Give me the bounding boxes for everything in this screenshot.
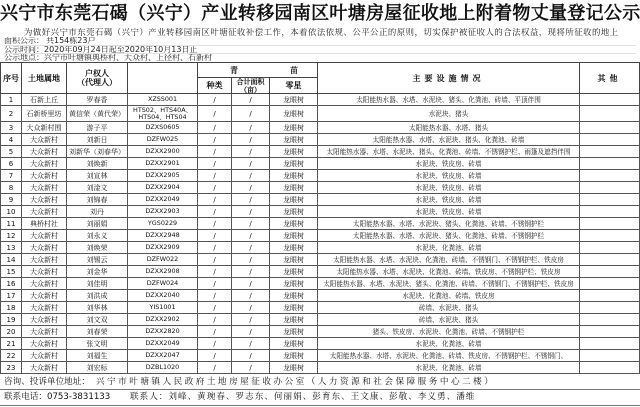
- cell-owner: 刘淦文: [67, 182, 128, 194]
- cell-facilities: 水泥块、铁皮房、砖墙: [318, 158, 580, 170]
- cell-land: 大众新村: [22, 278, 67, 290]
- cell-other: [580, 266, 640, 278]
- cell-land: 大众新村: [22, 302, 67, 314]
- table-row: [0, 146, 640, 158]
- cell-tree: 龙眼树: [270, 326, 318, 338]
- cell-crop-type: /: [198, 254, 232, 266]
- cell-other: [580, 182, 640, 194]
- cell-facilities: 水泥块、化粪池、砖墙: [318, 338, 580, 350]
- cell-tree: 龙眼树: [270, 254, 318, 266]
- cell-crop-type: /: [198, 338, 232, 350]
- cell-id: [128, 254, 198, 266]
- notice-area: [4, 37, 636, 46]
- cell-serial: 4: [0, 134, 22, 146]
- cell-id: [128, 218, 198, 230]
- table-row: [0, 170, 640, 182]
- footer-contacts-label: 联系人：: [130, 392, 169, 402]
- cell-other: [580, 122, 640, 134]
- cell-crop-type: /: [198, 242, 232, 254]
- cell-owner: 刘宏标: [67, 362, 128, 374]
- table-row: [0, 266, 640, 278]
- cell-crop-area: /: [232, 242, 270, 254]
- table-row: [0, 290, 640, 302]
- cell-owner: 刘洪成: [67, 290, 128, 302]
- id-line: DZXS0605: [145, 123, 180, 131]
- id-line: YGS0229: [147, 219, 178, 227]
- cell-id: [128, 290, 198, 302]
- cell-id: [128, 362, 198, 374]
- footer-contacts: [130, 390, 475, 405]
- cell-owner: 刘福生: [67, 350, 128, 362]
- cell-facilities: 砖墙、水泥块、猪头: [318, 302, 580, 314]
- id-line: DZBL1020: [145, 363, 180, 371]
- header-agent-label: （代理人）: [77, 78, 117, 87]
- id-line: DZXX2900: [145, 147, 180, 155]
- cell-crop-type: /: [198, 278, 232, 290]
- cell-serial: 9: [0, 194, 22, 206]
- cell-crop-type: /: [198, 314, 232, 326]
- id-line: DZXX2908: [145, 267, 180, 275]
- cell-crop-type: /: [198, 230, 232, 242]
- cell-serial: 15: [0, 266, 22, 278]
- header-owner: [67, 62, 128, 94]
- cell-id: [128, 206, 198, 218]
- cell-crop-area: /: [232, 278, 270, 290]
- header-crop-area: [232, 78, 270, 94]
- cell-serial: 7: [0, 170, 22, 182]
- cell-tree: 龙眼树: [270, 266, 318, 278]
- footer-phone-value: 0753-3831133: [46, 392, 111, 402]
- cell-serial: 10: [0, 206, 22, 218]
- cell-owner: 刘新华（刘春华）: [67, 146, 128, 158]
- cell-owner: 张文明: [67, 338, 128, 350]
- cell-crop-type: /: [198, 350, 232, 362]
- cell-id: [128, 278, 198, 290]
- table-row: [0, 182, 640, 194]
- cell-land: 大众新村: [22, 326, 67, 338]
- id-line: DZXX2904: [145, 183, 180, 191]
- table-row: [0, 122, 640, 134]
- page-title: 兴宁市东莞石碣（兴宁）产业转移园南区叶塘房屋征收地上附着物丈量登记公示: [0, 3, 640, 24]
- header-facilities-label: 主要设施情况: [412, 73, 485, 83]
- header-other-label: 其他: [597, 73, 622, 83]
- cell-serial: 14: [0, 254, 22, 266]
- table-row: [0, 278, 640, 290]
- cell-crop-area: /: [232, 170, 270, 182]
- id-line: DZXX2902: [145, 315, 180, 323]
- cell-owner: 刘丹: [67, 206, 128, 218]
- id-line: DZXX2901: [145, 159, 180, 167]
- cell-land: 石新桥里坊: [22, 106, 67, 122]
- cell-other: [580, 170, 640, 182]
- cell-tree: 龙眼树: [270, 170, 318, 182]
- cell-other: [580, 242, 640, 254]
- header-crop-area-label: 合计面积: [236, 78, 265, 86]
- cell-id: [128, 146, 198, 158]
- cell-owner: 刘金华: [67, 266, 128, 278]
- cell-facilities: 水泥块、化粪池、砖墙、铁皮房: [318, 290, 580, 302]
- footer-phone-label: 联系电话：: [4, 392, 47, 402]
- cell-crop-area: /: [232, 350, 270, 362]
- cell-owner: 刘文双: [67, 314, 128, 326]
- cell-tree: 龙眼树: [270, 242, 318, 254]
- cell-crop-type: /: [198, 146, 232, 158]
- cell-owner: 黄信荣（黄代荣）: [67, 106, 128, 122]
- cell-serial: 20: [0, 326, 22, 338]
- cell-crop-type: /: [198, 194, 232, 206]
- id-line: DZXX2040: [145, 291, 180, 299]
- id-line: HTS04、HTS04: [138, 112, 187, 121]
- cell-land: 石新上丘: [22, 94, 67, 106]
- cell-crop-type: /: [198, 134, 232, 146]
- cell-land: 大众新村: [22, 290, 67, 302]
- id-line: HTS02、HTS40A、: [133, 106, 192, 114]
- cell-crop-area: /: [232, 206, 270, 218]
- cell-tree: 龙眼树: [270, 194, 318, 206]
- cell-other: [580, 218, 640, 230]
- id-line: XZSS001: [147, 95, 178, 103]
- id-line: DZXX2049: [145, 339, 180, 347]
- cell-owner: 刘新日: [67, 134, 128, 146]
- cell-crop-area: /: [232, 146, 270, 158]
- notice-intro: 为做好兴宁市东莞石碣（兴宁）产业转移园南区叶塘征收补偿工作，本着依法依规、公平公正的原则，切实保护被征收人的合法权益，现将所征收的地上: [24, 28, 619, 37]
- cell-id: [128, 242, 198, 254]
- header-id: [128, 62, 198, 94]
- table-row: [0, 218, 640, 230]
- cell-tree: 龙眼树: [270, 206, 318, 218]
- cell-id: [128, 134, 198, 146]
- cell-land: 大众新村: [22, 266, 67, 278]
- cell-other: [580, 362, 640, 374]
- cell-id: [128, 302, 198, 314]
- cell-facilities: 水泥块、铁皮房、砖墙: [318, 170, 580, 182]
- cell-facilities: 太阳能热水器、水塔、水泥块、猪头、化粪池、砖墙、平顶伴围: [318, 94, 580, 106]
- cell-crop-area: /: [232, 230, 270, 242]
- id-line: DZXX2903: [145, 207, 180, 215]
- cell-id: [128, 94, 198, 106]
- cell-owner: 刘焕新: [67, 158, 128, 170]
- cell-crop-area: /: [232, 122, 270, 134]
- cell-land: 大众新村: [22, 182, 67, 194]
- cell-facilities: 太阳能热水器、水塔、猪头: [318, 122, 580, 134]
- cell-crop-type: /: [198, 326, 232, 338]
- table-row: [0, 230, 640, 242]
- cell-serial: 17: [0, 290, 22, 302]
- header-serial: [0, 62, 22, 94]
- cell-facilities: 水泥块、化粪池、砖墙: [318, 362, 580, 374]
- cell-other: [580, 206, 640, 218]
- cell-crop-area: /: [232, 326, 270, 338]
- cell-owner: 刘丽娟: [67, 218, 128, 230]
- cell-crop-area: /: [232, 254, 270, 266]
- table-row: [0, 242, 640, 254]
- table-body: [0, 94, 640, 374]
- cell-facilities: 太阳能热水器、水塔、水泥块、猪头、化粪池、砖墙、不锈钢护栏: [318, 218, 580, 230]
- cell-crop-area: /: [232, 362, 270, 374]
- header-group-left: 青: [230, 66, 238, 75]
- cell-crop-area: /: [232, 182, 270, 194]
- cell-land: 大众新村: [22, 362, 67, 374]
- cell-crop-type: /: [198, 206, 232, 218]
- id-line: DZFW024: [146, 279, 179, 287]
- cell-serial: 5: [0, 146, 22, 158]
- cell-crop-type: /: [198, 170, 232, 182]
- cell-id: [128, 350, 198, 362]
- cell-land: 大众新村围: [22, 122, 67, 134]
- table-row: [0, 206, 640, 218]
- cell-crop-area: /: [232, 94, 270, 106]
- cell-id: [128, 182, 198, 194]
- id-line: DZXX2820: [145, 327, 180, 335]
- cell-id: [128, 338, 198, 350]
- cell-serial: 21: [0, 338, 22, 350]
- id-line: DZXX2047: [145, 351, 180, 359]
- cell-other: [580, 146, 640, 158]
- cell-other: [580, 290, 640, 302]
- table-row: [0, 326, 640, 338]
- header-crop-area-unit: （亩）: [240, 85, 261, 94]
- cell-serial: 13: [0, 242, 22, 254]
- table-row: [0, 314, 640, 326]
- cell-id: [128, 266, 198, 278]
- cell-owner: 刘锦春: [67, 194, 128, 206]
- cell-id: [128, 122, 198, 134]
- cell-crop-area: /: [232, 266, 270, 278]
- footer-address-label: 咨询、投诉单位地址：: [4, 377, 90, 387]
- cell-facilities: 太阳能热水器、水塔、水泥块、猪头、化粪池、砖墙、不锈钢护栏: [318, 230, 580, 242]
- header-land-label: 土地属地: [28, 73, 60, 83]
- cell-serial: 11: [0, 218, 22, 230]
- cell-tree: 龙眼树: [270, 134, 318, 146]
- id-line: DZXX2909: [145, 243, 180, 251]
- cell-crop-type: /: [198, 218, 232, 230]
- header-owner-label: 户权人: [85, 69, 109, 78]
- cell-land: 大众新村: [22, 206, 67, 218]
- table-row: [0, 338, 640, 350]
- cell-serial: 23: [0, 362, 22, 374]
- cell-tree: 龙眼树: [270, 106, 318, 122]
- cell-other: [580, 230, 640, 242]
- cell-land: 大众新村: [22, 194, 67, 206]
- table-row: [0, 194, 640, 206]
- table-row: [0, 94, 640, 106]
- cell-owner: 刘佳明: [67, 278, 128, 290]
- cell-other: [580, 106, 640, 122]
- notice-place: 公示地点：兴宁市叶塘镇典桥村、大众村、上径村、石新村: [4, 54, 636, 63]
- cell-land: 大众新村: [22, 134, 67, 146]
- cell-other: [580, 254, 640, 266]
- cell-id: [128, 194, 198, 206]
- cell-other: [580, 158, 640, 170]
- cell-crop-type: /: [198, 122, 232, 134]
- cell-serial: 22: [0, 350, 22, 362]
- cell-land: 典桥村社: [22, 218, 67, 230]
- cell-other: [580, 278, 640, 290]
- header-tree: [270, 78, 318, 94]
- cell-tree: 龙眼树: [270, 338, 318, 350]
- cell-crop-area: /: [232, 158, 270, 170]
- cell-other: [580, 314, 640, 326]
- cell-serial: 8: [0, 182, 22, 194]
- cell-crop-type: /: [198, 362, 232, 374]
- cell-crop-area: /: [232, 302, 270, 314]
- cell-facilities: 水泥块、铁皮房、砖墙: [318, 194, 580, 206]
- cell-other: [580, 326, 640, 338]
- cell-owner: 刘锡云: [67, 254, 128, 266]
- cell-land: 大众新村: [22, 146, 67, 158]
- cell-facilities: 砖墙、水泥块、猪头: [318, 314, 580, 326]
- cell-owner: 刘宣林: [67, 170, 128, 182]
- cell-land: 大众新村: [22, 158, 67, 170]
- cell-crop-area: /: [232, 134, 270, 146]
- header-other: [580, 62, 640, 94]
- cell-id: [128, 230, 198, 242]
- notice-time: 公示时间：2020年09月24日起至2020年10月13日止: [4, 46, 636, 55]
- footer-contact: [0, 390, 640, 406]
- cell-land: 大众新村: [22, 338, 67, 350]
- cell-other: [580, 350, 640, 362]
- cell-serial: 2: [0, 106, 22, 122]
- cell-other: [580, 134, 640, 146]
- cell-facilities: 水泥块、化粪池、砖墙: [318, 242, 580, 254]
- header-crop-group: [198, 62, 318, 78]
- header-serial-label: 序号: [3, 73, 19, 83]
- cell-crop-area: /: [232, 338, 270, 350]
- cell-tree: 龙眼树: [270, 94, 318, 106]
- cell-serial: 19: [0, 314, 22, 326]
- cell-tree: 龙眼树: [270, 146, 318, 158]
- table-row: [0, 158, 640, 170]
- table-row: [0, 302, 640, 314]
- cell-tree: 龙眼树: [270, 158, 318, 170]
- cell-id: [128, 158, 198, 170]
- cell-facilities: 水泥块、铁皮房、砖墙: [318, 182, 580, 194]
- cell-tree: 龙眼树: [270, 230, 318, 242]
- cell-other: [580, 194, 640, 206]
- cell-facilities: 太阳能热水器、水塔、水泥块、猪头、化粪池、砖墙、不锈钢门、不锈钢护栏、铁皮房: [318, 278, 580, 290]
- cell-id: [128, 314, 198, 326]
- cell-land: 大众新村: [22, 242, 67, 254]
- cell-crop-area: /: [232, 314, 270, 326]
- notice-area-value: 共154栋23户: [46, 37, 96, 45]
- cell-owner: 刘春荣: [67, 326, 128, 338]
- id-line: DZFW022: [146, 255, 179, 263]
- cell-owner: 游子平: [67, 122, 128, 134]
- cell-tree: 龙眼树: [270, 278, 318, 290]
- footer-contacts-value: 刘峰、黄琬春、罗志东、何丽娟、彭育东、王文康、彭敬、李义勇、潘维: [168, 392, 476, 402]
- id-line: YIS1001: [149, 303, 176, 311]
- cell-id: [128, 170, 198, 182]
- cell-tree: 龙眼树: [270, 182, 318, 194]
- cell-crop-type: /: [198, 266, 232, 278]
- cell-tree: 龙眼树: [270, 218, 318, 230]
- cell-crop-area: /: [232, 194, 270, 206]
- cell-crop-area: /: [232, 218, 270, 230]
- cell-serial: 12: [0, 230, 22, 242]
- cell-tree: 龙眼树: [270, 290, 318, 302]
- cell-tree: 龙眼树: [270, 362, 318, 374]
- table-row: [0, 254, 640, 266]
- id-line: DZXX2948: [145, 231, 180, 239]
- header-land: [22, 62, 67, 94]
- cell-land: 大众新村: [22, 350, 67, 362]
- cell-owner: 刘华林: [67, 302, 128, 314]
- header-tree-label: 零星: [285, 81, 302, 90]
- cell-facilities: 太阳能热水器、水塔、水泥块、化粪池、砖墙、铁皮房、不锈钢护栏、不锈钢门、: [318, 350, 580, 362]
- cell-serial: 1: [0, 94, 22, 106]
- cell-land: 大众新村: [22, 230, 67, 242]
- id-line: DZFW025: [146, 135, 179, 143]
- table-header: [0, 62, 640, 94]
- header-crop-type-label: 种类: [206, 81, 223, 90]
- cell-crop-type: /: [198, 290, 232, 302]
- table-row: [0, 362, 640, 374]
- table-row: [0, 134, 640, 146]
- cell-facilities: 太阳能热水器、水塔、水泥块、化粪池、砖墙、铁皮房、不锈钢护栏、铁皮房: [318, 266, 580, 278]
- cell-owner: 刘焕荣: [67, 242, 128, 254]
- notice-area-label: 面积公示：: [4, 37, 44, 45]
- cell-facilities: 太阳能热水器、水塔、水泥块、化粪池、砖墙、不锈钢门、不锈钢护栏、铁皮房: [318, 254, 580, 266]
- cell-crop-type: /: [198, 158, 232, 170]
- cell-crop-area: /: [232, 290, 270, 302]
- header-crop-type: [198, 78, 232, 94]
- cell-tree: 龙眼树: [270, 302, 318, 314]
- table-row: [0, 106, 640, 122]
- cell-land: 大众新村: [22, 170, 67, 182]
- cell-land: 大众新村: [22, 314, 67, 326]
- cell-facilities: 太阳能热水器、水塔、水泥块、猪头、化粪池、砖墙: [318, 134, 580, 146]
- id-line: DZXX2905: [145, 171, 180, 179]
- cell-tree: 龙眼树: [270, 122, 318, 134]
- table-row: [0, 350, 640, 362]
- cell-serial: 6: [0, 158, 22, 170]
- cell-crop-type: /: [198, 106, 232, 122]
- cell-other: [580, 338, 640, 350]
- cell-tree: 龙眼树: [270, 350, 318, 362]
- id-line: DZXX2049: [145, 195, 180, 203]
- cell-tree: 龙眼树: [270, 314, 318, 326]
- cell-other: [580, 302, 640, 314]
- cell-facilities: 太阳能热水器、水塔、水泥块、猪头、化粪池、砖墙、不锈钢护栏、雨篷及遮挡伴围: [318, 146, 580, 158]
- cell-crop-type: /: [198, 94, 232, 106]
- footer-address-value: 兴宁市叶塘镇人民政府土地房屋征收办公室（人力资源和社会保障服务中心二楼）: [95, 377, 496, 387]
- cell-facilities: 水泥块、猪头: [318, 106, 580, 122]
- cell-crop-type: /: [198, 182, 232, 194]
- cell-id: [128, 106, 198, 122]
- cell-facilities: 猪头、铁皮房、水泥块、化粪池、砖墙、不锈钢护栏: [318, 326, 580, 338]
- cell-crop-type: /: [198, 302, 232, 314]
- footer-address: [0, 375, 640, 390]
- cell-land: 大众新村: [22, 254, 67, 266]
- cell-facilities: 水泥块、铁皮房、砖墙: [318, 206, 580, 218]
- cell-serial: 16: [0, 278, 22, 290]
- cell-other: [580, 94, 640, 106]
- cell-serial: 18: [0, 302, 22, 314]
- header-group-right: 苗: [290, 66, 298, 75]
- header-facilities: [318, 62, 580, 94]
- cell-id: [128, 326, 198, 338]
- cell-serial: 3: [0, 122, 22, 134]
- cell-owner: 罗春香: [67, 94, 128, 106]
- cell-crop-area: /: [232, 106, 270, 122]
- cell-owner: 刘永义: [67, 230, 128, 242]
